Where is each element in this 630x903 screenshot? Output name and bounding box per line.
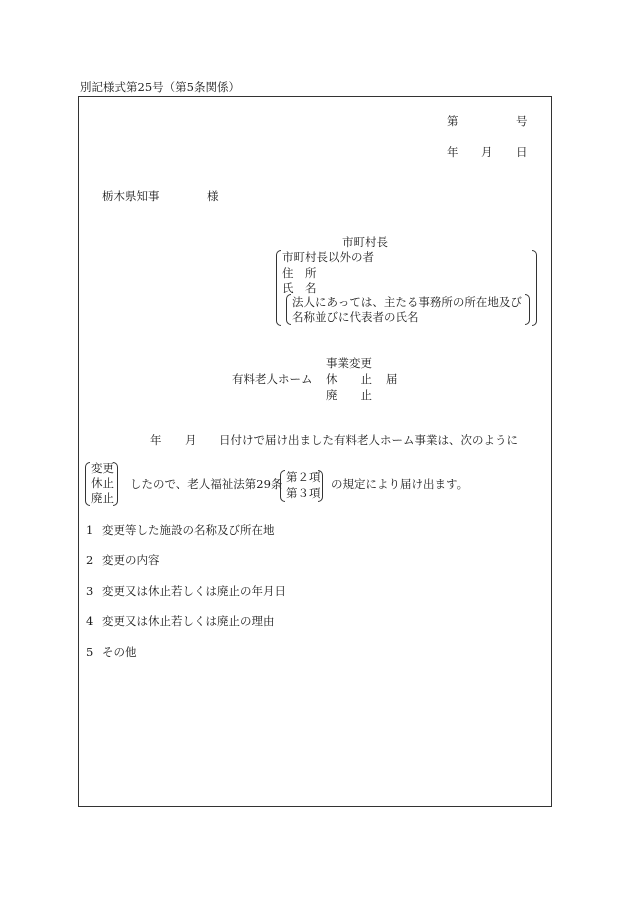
- corporate-note-line1: 法人にあっては、主たる事務所の所在地及び: [292, 295, 522, 309]
- body-year: 年: [150, 433, 162, 447]
- submitter-bracket-right: [532, 250, 537, 326]
- addressee-name: 栃木県知事: [102, 189, 160, 203]
- clause-bracket-left: [280, 470, 285, 502]
- number-dai: 第: [447, 114, 459, 128]
- item-2-text: 変更の内容: [102, 553, 160, 567]
- title-suffix: 届: [386, 372, 398, 386]
- item-5-number: 5: [86, 645, 94, 659]
- title-prefix: 有料老人ホーム: [232, 372, 313, 386]
- submitter-name-label: 氏 名: [282, 281, 317, 295]
- date-month: 月: [481, 145, 493, 159]
- item-3-number: 3: [86, 584, 94, 598]
- item-4-number: 4: [86, 614, 94, 628]
- item-3-text: 変更又は休止若しくは廃止の年月日: [102, 584, 286, 598]
- date-year: 年: [447, 145, 459, 159]
- title-option-change: 事業変更: [326, 356, 372, 370]
- body-line1-text: 日付けで届け出ました有料老人ホーム事業は、次のように: [219, 433, 518, 447]
- choice-change: 変更: [91, 461, 114, 475]
- title-options: [326, 355, 372, 403]
- submitter-bracket-left: [276, 250, 281, 326]
- corporate-note-bracket-right: [525, 294, 530, 325]
- submitter-address-label: 住 所: [282, 266, 317, 280]
- title-option-abolish: 廃 止: [326, 388, 372, 402]
- clause-stack: [286, 469, 321, 501]
- item-4-text: 変更又は休止若しくは廃止の理由: [102, 614, 275, 628]
- item-2-number: 2: [86, 553, 94, 567]
- submitter-mayor: 市町村長: [342, 235, 388, 249]
- clause-3: 第３項: [286, 486, 321, 500]
- corporate-note-bracket-left: [286, 294, 291, 325]
- item-1-text: 変更等した施設の名称及び所在地: [102, 523, 275, 537]
- addressee-honorific: 様: [207, 189, 219, 203]
- title-option-suspend: 休 止: [326, 372, 372, 386]
- choice-stack: [91, 461, 114, 506]
- form-number-label: 別記様式第25号（第5条関係）: [80, 80, 240, 94]
- clause-2: 第２項: [286, 470, 321, 484]
- date-day: 日: [516, 145, 528, 159]
- submitter-non-mayor: 市町村長以外の者: [282, 250, 374, 264]
- body-month: 月: [185, 433, 197, 447]
- item-1-number: 1: [86, 523, 94, 537]
- body-line2-text1: したので、老人福祉法第29条: [130, 477, 283, 491]
- corporate-note-line2: 名称並びに代表者の氏名: [292, 310, 419, 324]
- choice-abolish: 廃止: [91, 491, 114, 505]
- choice-suspend: 休止: [91, 476, 114, 490]
- choice-bracket-left: [85, 462, 90, 506]
- number-go: 号: [516, 114, 528, 128]
- item-5-text: その他: [102, 645, 137, 659]
- body-line2-text2: の規定により届け出ます。: [331, 477, 469, 491]
